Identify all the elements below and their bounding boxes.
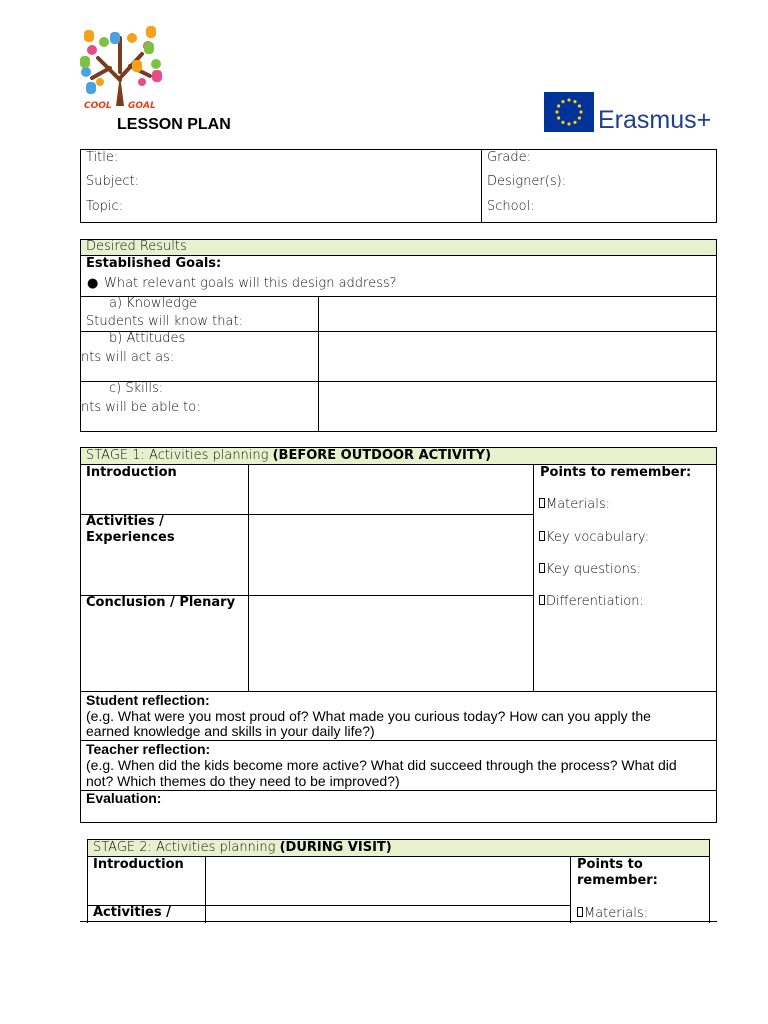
knowledge-label: a) Knowledge [109, 296, 198, 311]
title-label: Title: [86, 150, 119, 165]
logo-text-cool: COOL [84, 101, 112, 111]
student-reflection-heading: Student reflection: [86, 692, 210, 708]
stage1-conclusion-label: Conclusion / Plenary [86, 595, 236, 610]
grade-label: Grade: [487, 150, 532, 165]
attitudes-label: b) Attitudes [109, 331, 186, 346]
desired-results-title: Desired Results [86, 239, 187, 254]
stage1-points-heading: Points to remember: [540, 465, 692, 480]
bullet-icon: ● [87, 276, 99, 291]
checkbox-icon [539, 563, 545, 573]
attitudes-text: nts will act as: [81, 350, 175, 365]
cool-goal-logo [70, 20, 170, 116]
subject-label: Subject: [86, 174, 139, 189]
teacher-reflection-heading: Teacher reflection: [86, 741, 211, 757]
skills-label: c) Skills: [109, 381, 164, 396]
stage1-experiences-label: Experiences [86, 530, 175, 545]
checkbox-icon [539, 498, 545, 508]
stage2-title: STAGE 2: Activities planning (DURING VISIT) [93, 840, 392, 855]
info-table [80, 149, 717, 223]
stage2-points-heading-2: remember: [577, 873, 658, 888]
stage2-points-heading-1: Points to [577, 857, 643, 872]
stage2-introduction-label: Introduction [93, 857, 184, 872]
erasmus-logo [544, 92, 714, 132]
established-goals-heading: Established Goals: [86, 256, 222, 271]
stage2-activities-label: Activities / [93, 905, 171, 920]
stage1-key-vocabulary: Key vocabulary: [546, 530, 650, 545]
student-reflection-text-2: earned knowledge and skills in your daily life?) [86, 723, 375, 739]
stage1-activities-label: Activities / [86, 514, 164, 529]
designers-label: Designer(s): [487, 174, 567, 189]
checkbox-icon [577, 907, 583, 917]
stage1-differentiation: Differentiation: [546, 594, 644, 609]
evaluation-heading: Evaluation: [86, 790, 162, 806]
teacher-reflection-text-2: not? Which themes do they need to be improved?) [86, 773, 400, 789]
eu-flag-icon [544, 92, 594, 132]
school-label: School: [487, 199, 535, 214]
goals-question: What relevant goals will this design address? [104, 276, 397, 291]
erasmus-label: Erasmus+ [598, 106, 712, 134]
topic-label: Topic: [86, 199, 124, 214]
stage2-materials: Materials: [584, 906, 648, 921]
knowledge-text: Students will know that: [86, 314, 243, 329]
checkbox-icon [539, 531, 545, 541]
student-reflection-text-1: (e.g. What were you most proud of? What made you curious today? How can you apply the [86, 708, 651, 724]
skills-text: nts will be able to: [81, 400, 201, 415]
page-title: LESSON PLAN [117, 116, 231, 133]
checkbox-icon [539, 595, 545, 605]
logo-text-goal: GOAL [128, 101, 156, 111]
teacher-reflection-text-1: (e.g. When did the kids become more active? What did succeed through the process? What did [86, 757, 677, 773]
stage1-materials: Materials: [546, 497, 610, 512]
stage1-title: STAGE 1: Activities planning (BEFORE OUTDOOR ACTIVITY) [86, 448, 492, 463]
stage1-key-questions: Key questions: [546, 562, 642, 577]
stage1-introduction-label: Introduction [86, 465, 177, 480]
